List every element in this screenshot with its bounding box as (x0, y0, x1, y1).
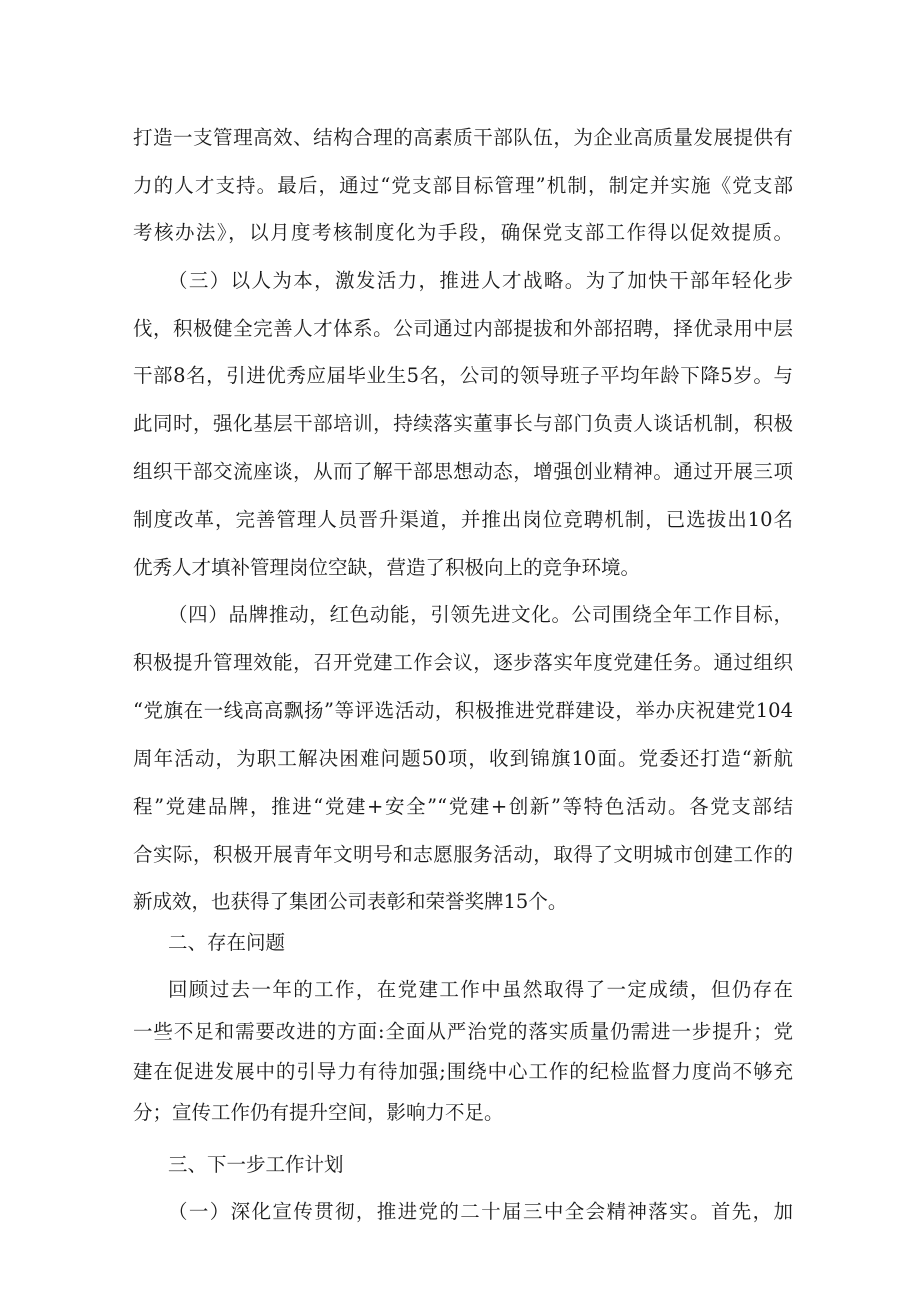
text-line: 力的人才支持。最后，通过“党支部目标管理”机制，制定并实施《党支部 (133, 174, 793, 197)
text-line: 新成效，也获得了集团公司表彰和荣誉奖牌15个。 (133, 890, 568, 913)
text-line: 分；宣传工作仍有提升空间，影响力不足。 (133, 1101, 504, 1124)
text-line: 干部8名，引进优秀应届毕业生5名，公司的领导班子平均年龄下降5岁。与 (133, 364, 793, 387)
text-line: 程”党建品牌，推进“党建+安全”“党建+创新”等特色活动。各党支部结 (133, 795, 793, 818)
text-line: 周年活动，为职工解决困难问题50项，收到锦旗10面。党委还打造“新航 (133, 747, 793, 770)
text-line: 考核办法》，以月度考核制度化为手段，确保党支部工作得以促效提质。 (133, 221, 793, 244)
text-line: 伐，积极健全完善人才体系。公司通过内部提拔和外部招聘，择优录用中层 (133, 317, 793, 340)
text-line: （三）以人为本，激发活力，推进人才战略。为了加快干部年轻化步 (168, 269, 793, 292)
text-line: （一）深化宣传贯彻，推进党的二十届三中全会精神落实。首先，加 (168, 1200, 793, 1223)
text-line: 合实际，积极开展青年文明号和志愿服务活动，取得了文明城市创建工作的 (133, 843, 793, 866)
section-heading: 三、下一步工作计划 (168, 1153, 344, 1176)
text-line: 此同时，强化基层干部培训，持续落实董事长与部门负责人谈话机制，积极 (133, 412, 793, 435)
text-line: 回顾过去一年的工作，在党建工作中虽然取得了一定成绩，但仍存在 (168, 978, 793, 1001)
text-line: 制度改革，完善管理人员晋升渠道，并推出岗位竞聘机制，已选拔出10名 (133, 508, 793, 531)
text-line: 积极提升管理效能，召开党建工作会议，逐步落实年度党建任务。通过组织 (133, 651, 793, 674)
text-line: 一些不足和需要改进的方面:全面从严治党的落实质量仍需进一步提升；党 (133, 1020, 793, 1043)
text-line: 优秀人才填补管理岗位空缺，营造了积极向上的竞争环境。 (133, 556, 641, 579)
text-line: 建在促进发展中的引导力有待加强;围绕中心工作的纪检监督力度尚不够充 (133, 1060, 793, 1083)
section-heading: 二、存在问题 (168, 931, 286, 954)
text-line: “党旗在一线高高飘扬”等评选活动，积极推进党群建设，举办庆祝建党104 (133, 699, 793, 722)
text-line: 组织干部交流座谈，从而了解干部思想动态，增强创业精神。通过开展三项 (133, 460, 793, 483)
text-line: （四）品牌推动，红色动能，引领先进文化。公司围绕全年工作目标， (168, 603, 793, 626)
text-line: 打造一支管理高效、结构合理的高素质干部队伍，为企业高质量发展提供有 (133, 126, 793, 149)
